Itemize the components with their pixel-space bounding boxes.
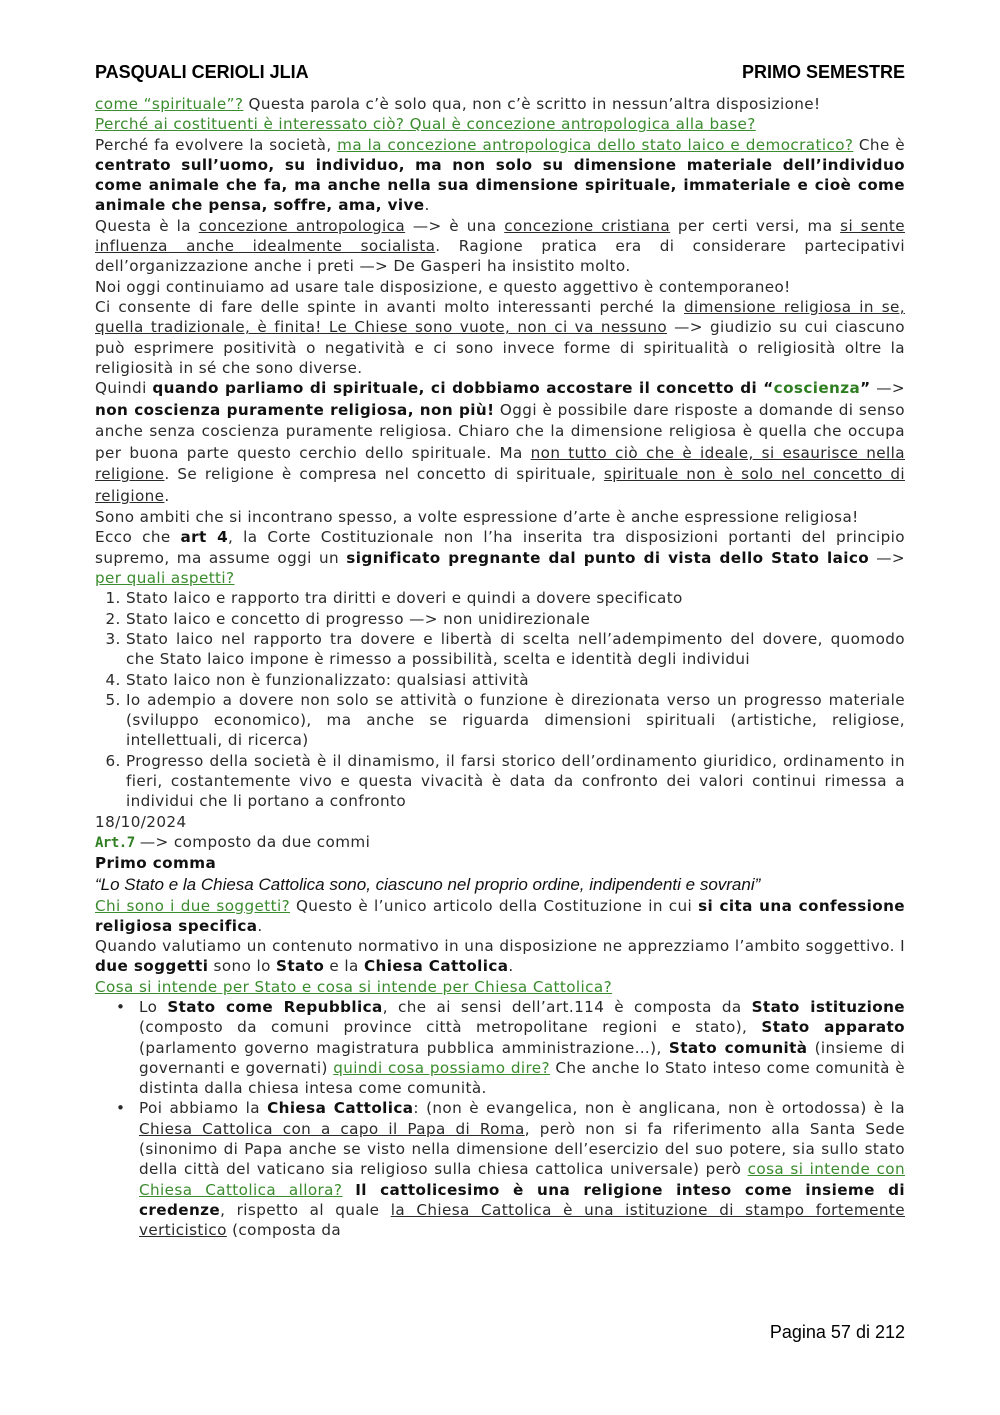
subheading [95, 853, 905, 873]
paragraph [95, 378, 905, 507]
page-number: Pagina 57 di 212 [769, 1322, 905, 1342]
bold-text: quando parliamo di spirituale, ci dobbiamo accostare il concetto di “ [152, 379, 774, 398]
list-item: 5. Io adempio a dovere non solo se attività o funzione è direzionata verso un progresso materiale (sviluppo economico), ma anche se riguarda dimensioni spirituali (artistiche, religiose, intellettuali, di ricerca) [126, 690, 905, 751]
list-item [139, 1098, 905, 1240]
bold-text: Il cattolicesimo è una religione inteso come insieme di credenze [139, 1180, 905, 1219]
text: Quindi [95, 379, 153, 398]
bold-text: due soggetti [95, 957, 209, 976]
text: Perché fa evolvere la società, [95, 135, 338, 154]
article-label: Art.7 [95, 834, 135, 851]
article-quote [95, 874, 905, 896]
text [342, 1181, 355, 1199]
paragraph [95, 832, 905, 853]
page-content [95, 94, 905, 1241]
text: —> [870, 379, 905, 398]
bold-text: Stato come Repubblica [167, 997, 383, 1016]
underlined-text: dimensione religiosa in se, quella tradizionale, è finita! Le Chiese sono vuote, non ci va nessuno [95, 297, 905, 337]
text: Questo è l’unico articolo della Costituzione in cui [290, 896, 699, 915]
text: per certi versi, ma [670, 216, 841, 235]
list-item: 2. Stato laico e concetto di progresso —> non unidirezionale [126, 609, 905, 629]
text: e la [324, 957, 364, 976]
list-item: 3. Stato laico nel rapporto tra dovere e libertà di scelta nell’adempimento del dovere, quomodo che Stato laico impone è rimesso a possibilità, scelta e identità degli individui [126, 629, 905, 670]
text: —> giudizio su cui ciascuno può esprimere positività o negatività e ci sono invece forme di spiritualità o religiosità oltre la religiosità in sé che sono diverse. [95, 318, 906, 377]
paragraph [95, 936, 905, 977]
text: Che è [853, 135, 905, 154]
highlighted-question: ma la concezione antropologica dello stato laico e democratico? [337, 135, 854, 154]
bold-text: significato pregnante dal punto di vista dello Stato laico [346, 548, 870, 567]
text: (composto da comuni province città metropolitane regioni e stato), [139, 1018, 762, 1037]
bold-text: Stato comunità [668, 1038, 808, 1057]
bold-text: centrato sull’uomo, su individuo, ma non solo su dimensione materiale dell’individuo come animale che fa, ma anche nella sua dimensione spirituale, immateriale e cioè come animale che pensa, soffre, ama, vive [95, 155, 905, 215]
list-item: 6. Progresso della società è il dinamismo, il farsi storico dell’ordinamento giuridico, ordinamento in fieri, costantemente vivo e questa vivacità è data da confronto dei valori continui rimessa a individui che li portano a confronto [126, 751, 905, 812]
highlighted-question: come “spirituale”? [95, 95, 244, 113]
text: —> composto da due commi [134, 832, 371, 851]
text: , però non si fa riferimento alla Santa Sede (sinonimo di Papa anche se visto nella dimensione dell’esercizio del suo potere, sia sullo stato della città del vaticano sia religioso sulla chiesa cattolica universale) però [139, 1119, 905, 1179]
paragraph [95, 977, 905, 997]
underlined-text: concezione cristiana [504, 216, 671, 235]
paragraph [95, 216, 905, 277]
highlighted-question: Cosa si intende per Stato e cosa si intende per Chiesa Cattolica? [95, 977, 613, 996]
list-item: 1. Stato laico e rapporto tra diritti e doveri e quindi a dovere specificato [126, 588, 905, 608]
text: . Ragione pratica era di considerare partecipativi dell’organizzazione anche i preti —> De Gasperi ha insistito molto. [95, 237, 906, 276]
text: . [257, 916, 263, 935]
paragraph [95, 527, 905, 588]
text: Sono ambiti che si incontrano spesso, a volte espressione d’arte è anche espressione religiosa! [95, 508, 859, 527]
text: Quando valutiamo un contenuto normativo in una disposizione ne apprezziamo l’ambito soggettivo. I [95, 937, 905, 956]
underlined-text: si sente influenza anche idealmente socialista [95, 216, 905, 256]
underlined-text: spirituale non è solo nel concetto di religione [95, 465, 905, 505]
bold-text: Stato [276, 957, 325, 976]
text: Che anche lo Stato inteso come comunità è distinta dalla chiesa intesa come comunità. [139, 1058, 905, 1098]
text: Questa è la [95, 216, 199, 235]
bold-text: Chiesa Cattolica [363, 957, 509, 976]
text: (composta da [226, 1221, 342, 1240]
quote-text: “Lo Stato e la Chiesa Cattolica sono, ciascuno nel proprio ordine, indipendenti e sovrani” [95, 874, 761, 894]
highlighted-question: quindi cosa possiamo dire? [333, 1058, 551, 1077]
bold-text: Chiesa Cattolica [267, 1099, 414, 1118]
underlined-text: non tutto ciò che è ideale, si esaurisce nella religione [95, 443, 905, 484]
bold-text: non coscienza puramente religiosa, non più! [95, 400, 495, 419]
text: . Se religione è compresa nel concetto di spirituale, [164, 465, 604, 484]
text: , rispetto al quale [220, 1200, 391, 1219]
highlighted-question: per quali aspetti? [95, 569, 235, 588]
list-item [139, 997, 905, 1098]
paragraph [95, 94, 905, 114]
highlighted-question: cosa si intende con Chiesa Cattolica allora? [139, 1160, 905, 1199]
underlined-text: Chiesa Cattolica con a capo il Papa di Roma [139, 1119, 525, 1138]
paragraph [95, 896, 905, 937]
highlighted-question: Chi sono i due soggetti? [95, 896, 291, 915]
text: Ci consente di fare delle spinte in avanti molto interessanti perché la [95, 297, 684, 316]
text: . [164, 486, 170, 505]
semester-label: PRIMO SEMESTRE [741, 62, 905, 82]
highlighted-question: Perché ai costituenti è interessato ciò? Qual è concezione antropologica alla base? [95, 115, 756, 134]
text: sono lo [208, 957, 277, 976]
underlined-text: la Chiesa Cattolica è una istituzione di stampo fortemente verticistico [139, 1200, 905, 1240]
bold-text: ” [860, 379, 871, 398]
paragraph [95, 277, 905, 297]
bold-text: Stato apparato [761, 1018, 905, 1037]
bold-text: si cita una confessione religiosa specifica [95, 896, 905, 935]
text: , la Corte Costituzionale non l’ha inserita tra disposizioni portanti del principio supremo, ma assume oggi un [95, 528, 905, 567]
text: (insieme di governanti e governati) [139, 1038, 905, 1077]
keyword-coscienza: coscienza [773, 379, 861, 398]
text: : (non è evangelica, non è anglicana, non è ortodossa) è la [413, 1099, 906, 1118]
subheading-text: Primo comma [95, 854, 217, 873]
paragraph [95, 507, 905, 527]
text: —> [869, 548, 905, 567]
text: . [508, 957, 514, 976]
paragraph [95, 297, 905, 378]
text: Noi oggi continuiamo ad usare tale disposizione, e questo aggettivo è contemporaneo! [95, 277, 791, 296]
underlined-text: concezione antropologica [198, 216, 406, 235]
text: Lo [139, 997, 168, 1016]
paragraph [95, 135, 905, 216]
text: (parlamento governo magistratura pubblica amministrazione…), [139, 1038, 669, 1057]
text: Poi abbiamo la [139, 1099, 268, 1118]
lecture-date: 18/10/2024 [95, 812, 187, 831]
page-header [95, 62, 905, 83]
bold-text: art 4 [180, 528, 229, 547]
text: —> è una [405, 216, 505, 235]
text: Ecco che [95, 528, 181, 547]
text: , che ai sensi dell’art.114 è composta da [382, 997, 752, 1016]
numbered-list [95, 588, 905, 811]
list-item: 4. Stato laico non è funzionalizzato: qualsiasi attività [126, 670, 905, 690]
text: . [424, 196, 430, 215]
author-name: PASQUALI CERIOLI JLIA [95, 62, 309, 82]
bullet-list [95, 997, 905, 1241]
text: Questa parola c’è solo qua, non c’è scritto in nessun’altra disposizione! [243, 95, 821, 113]
text: Oggi è possibile dare risposte a domande di senso anche senza coscienza puramente religiosa. Chiaro che la dimensione religiosa è quella che occupa per buona parte questo cerchio dello spirituale. Ma [95, 400, 905, 462]
bold-text: Stato istituzione [751, 997, 905, 1016]
paragraph [95, 114, 905, 134]
